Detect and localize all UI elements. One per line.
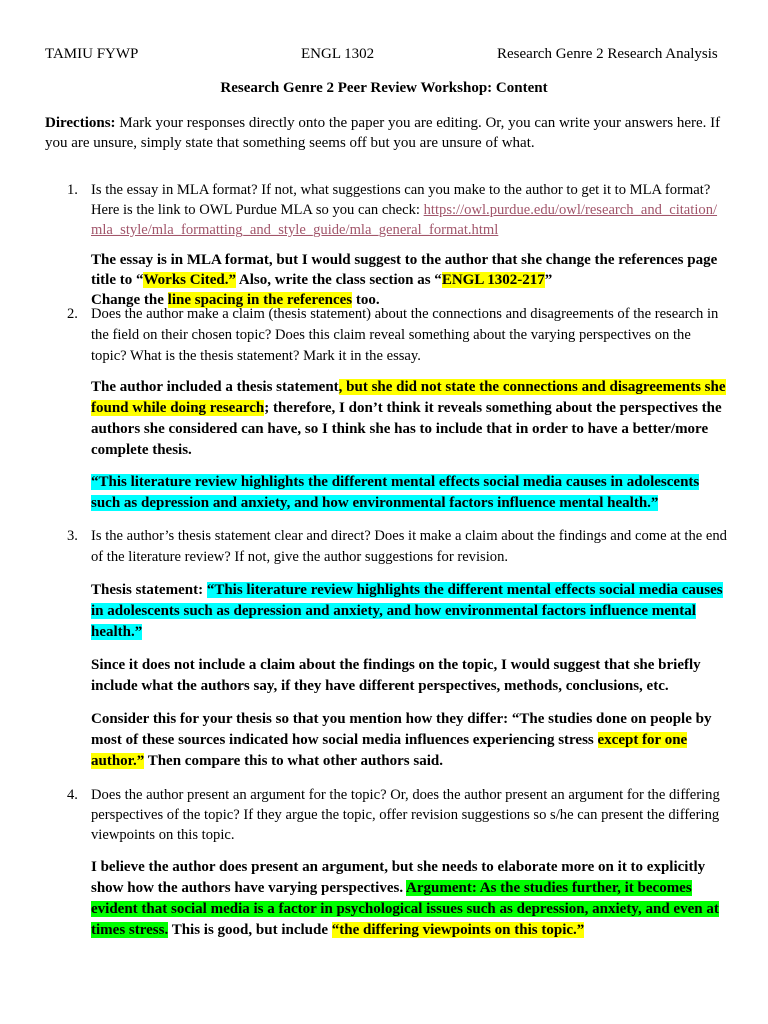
highlight: , but she did not state the connections and disagreements she found while doing research [91, 379, 726, 416]
answer-3b: Since it does not include a claim about the findings on the topic, I would suggest that she briefly include what the authors say, if they have different perspectives, methods, conclusions, etc. [91, 657, 701, 694]
highlight: “This literature review highlights the different mental effects social media causes in adolescents such as depression and anxiety, and how environmental factors influence mental health.” [91, 582, 723, 640]
highlight: ENGL 1302-217 [441, 272, 545, 288]
answer-1: The essay is in MLA format, but I would suggest to the author that she change the references page title to “Works Cited.” Also, write the class section as “ENGL 1302-217” Change the line spacing in the references too. [91, 252, 718, 308]
answer-2b [91, 472, 731, 514]
question-4 [67, 785, 727, 845]
question-number: 3. [67, 528, 78, 544]
directions-text: Mark your responses directly onto the paper you are editing. Or, you can write your answers here. If you are unsure, simply state that something seems off but you are unsure of what. [45, 115, 721, 151]
question-text: Is the essay in MLA format? If not, what suggestions can you make to the author to get it to MLA format? Here is the link to OWL Purdue MLA so you can check: [91, 182, 711, 218]
highlight: line spacing in the references [167, 292, 353, 308]
directions-label: Directions: [45, 115, 116, 131]
highlight: Argument: As the studies further, it becomes evident that social media is a factor in psychological issues such as depression, anxiety, and even at times stress. [91, 880, 719, 938]
question-text: Is the author’s thesis statement clear and direct? Does it make a claim about the findings and come at the end of the literature review? If not, give the author suggestions for revision. [91, 528, 727, 565]
question-3 [67, 526, 727, 568]
answer-2a: The author included a thesis statement, but she did not state the connections and disagreements she found while doing research; therefore, I don’t think it reveals something about the perspectives the authors she considered can have, so I think she has to include that in order to have a better/more complete thesis. [91, 379, 726, 458]
question-2 [67, 304, 727, 367]
question-number: 2. [67, 306, 78, 322]
answer-4: I believe the author does present an argument, but she needs to elaborate more on it to explicitly show how the authors have varying perspectives. Argument: As the studies further, it becomes evident that social media is a factor in psychological issues such as depression, anxiety, and even at times stress. This is good, but include “the differing viewpoints on this topic.” [91, 859, 719, 938]
page-title: Research Genre 2 Peer Review Workshop: Content [220, 80, 548, 96]
highlight: “the differing viewpoints on this topic.” [331, 922, 585, 938]
question-number: 1. [67, 182, 78, 198]
question-number: 4. [67, 787, 78, 803]
highlight: Works Cited.” [143, 272, 236, 288]
highlight: except for one author.” [91, 732, 688, 769]
owl-purdue-link[interactable]: https://owl.purdue.edu/owl/research_and_citation/mla_style/mla_formatting_and_style_guide/mla_general_format.html [91, 202, 718, 238]
question-text: Does the author present an argument for the topic? Or, does the author present an argument for the differing perspectives of the topic? If they argue the topic, offer revision suggestions so s/he can present the differing viewpoints on this topic. [91, 787, 720, 843]
header-left: TAMIU FYWP [45, 46, 139, 62]
header-center: ENGL 1302 [301, 46, 375, 62]
question-1 [67, 180, 727, 240]
header-right: Research Genre 2 Research Analysis [497, 46, 718, 62]
answer-3c: Consider this for your thesis so that you mention how they differ: “The studies done on people by most of these sources indicated how social media influences experiencing stress except for one author.” Then compare this to what other authors said. [91, 711, 712, 769]
question-text: Does the author make a claim (thesis statement) about the connections and disagreements of the research in the field on their chosen topic? Does this claim reveal something about the varying perspectives on the topic? What is the thesis statement? Mark it in the essay. [91, 306, 719, 364]
highlight: “This literature review highlights the different mental effects social media causes in adolescents such as depression and anxiety, and how environmental factors influence mental health.” [91, 474, 700, 511]
directions [45, 113, 735, 153]
answer-3a: Thesis statement: “This literature review highlights the different mental effects social media causes in adolescents such as depression and anxiety, and how environmental factors influence mental health.” [91, 582, 723, 640]
